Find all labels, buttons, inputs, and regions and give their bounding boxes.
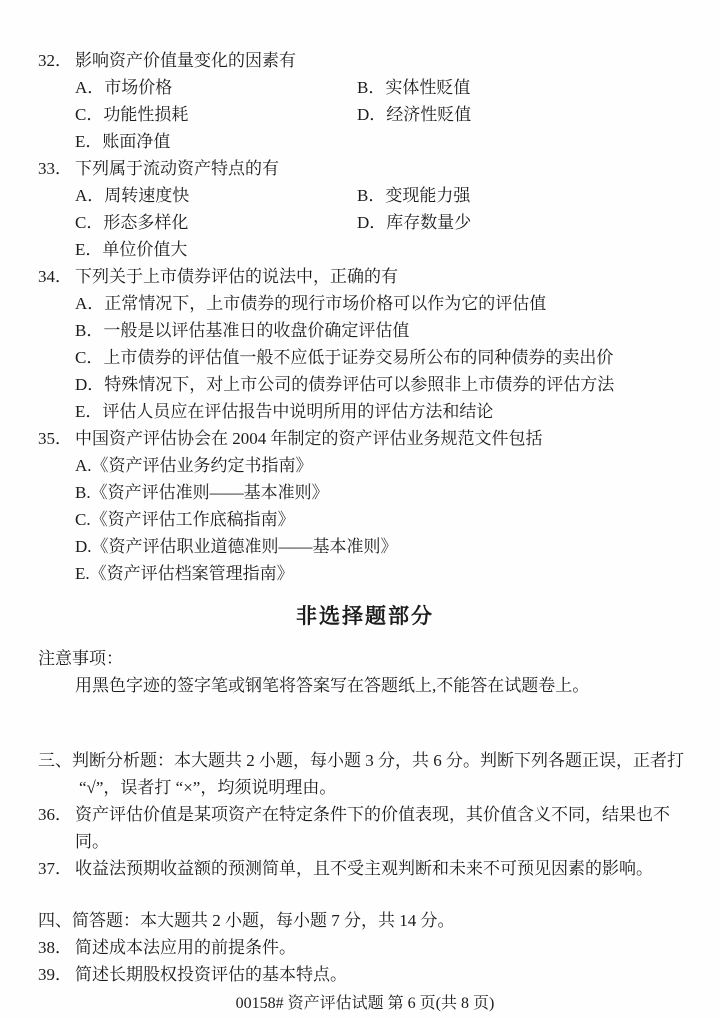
question-number: 38．	[38, 938, 72, 957]
question-number: 37．	[38, 859, 72, 878]
option-e: E．评估人员应在评估报告中说明所用的评估方法和结论	[75, 402, 494, 421]
page-footer: 00158# 资产评估试题 第 6 页(共 8 页)	[235, 995, 495, 1012]
question-text: 收益法预期收益额的预测简单，且不受主观判断和未来不可预见因素的影响。	[75, 859, 653, 878]
option-d: D．经济性贬值	[357, 105, 472, 124]
option-c: C．形态多样化	[75, 213, 189, 232]
section-judgment-title-line2: “√”，误者打 “×”，均须说明理由。	[79, 778, 337, 797]
question-33-options	[75, 182, 692, 263]
option-c: C．上市债券的评估值一般不应低于证券交易所公布的同种债券的卖出价	[75, 348, 614, 367]
option-b: B．实体性贬值	[357, 78, 471, 97]
section-judgment	[38, 747, 692, 882]
question-38	[38, 934, 692, 961]
section-heading: 非选择题部分	[296, 604, 434, 628]
question-number: 32．	[38, 51, 72, 70]
option-e: E．单位价值大	[75, 240, 188, 259]
question-39	[38, 961, 692, 988]
option-b: B．一般是以评估基准日的收盘价确定评估值	[75, 321, 410, 340]
option-e: E.《资产评估档案管理指南》	[75, 564, 294, 583]
question-32-options	[75, 74, 692, 155]
section-short-answer-title: 四、简答题：本大题共 2 小题，每小题 7 分，共 14 分。	[38, 911, 455, 930]
question-text: 简述成本法应用的前提条件。	[75, 938, 296, 957]
question-34	[38, 263, 692, 425]
question-number: 33．	[38, 159, 72, 178]
question-stem: 下列关于上市债券评估的说法中，正确的有	[75, 267, 398, 286]
question-text: 资产评估价值是某项资产在特定条件下的价值表现，其价值含义不同，结果也不同。	[75, 805, 670, 851]
option-a: A.《资产评估业务约定书指南》	[75, 456, 313, 475]
question-35-header	[38, 425, 692, 452]
option-b: B．变现能力强	[357, 186, 471, 205]
question-stem: 影响资产价值量变化的因素有	[75, 51, 296, 70]
question-stem: 中国资产评估协会在 2004 年制定的资产评估业务规范文件包括	[75, 429, 543, 448]
option-c: C．功能性损耗	[75, 105, 189, 124]
question-32-header	[38, 47, 692, 74]
option-row	[75, 74, 692, 101]
option-a: A．正常情况下，上市债券的现行市场价格可以作为它的评估值	[75, 294, 547, 313]
option-row	[75, 182, 692, 209]
question-text: 简述长期股权投资评估的基本特点。	[75, 965, 347, 984]
question-number: 39．	[38, 965, 72, 984]
question-number: 36．	[38, 805, 72, 824]
section-judgment-title-line1: 三、判断分析题：本大题共 2 小题，每小题 3 分，共 6 分。判断下列各题正误，正者打	[38, 751, 684, 770]
option-b: B.《资产评估准则——基本准则》	[75, 483, 329, 502]
section-short-answer	[38, 907, 692, 988]
option-d: D.《资产评估职业道德准则——基本准则》	[75, 537, 398, 556]
option-d: D．特殊情况下，对上市公司的债券评估可以参照非上市债券的评估方法	[75, 375, 615, 394]
notice-text: 用黑色字迹的签字笔或钢笔将答案写在答题纸上,不能答在试题卷上。	[75, 676, 590, 695]
notice-block	[38, 645, 692, 699]
question-37	[38, 855, 692, 882]
question-33-header	[38, 155, 692, 182]
option-a: A．市场价格	[75, 78, 173, 97]
question-35	[38, 425, 692, 587]
question-35-options	[75, 452, 692, 587]
option-a: A．周转速度快	[75, 186, 190, 205]
question-32	[38, 47, 692, 155]
option-row	[75, 209, 692, 236]
option-c: C.《资产评估工作底稿指南》	[75, 510, 295, 529]
question-34-options	[75, 290, 692, 425]
option-row	[75, 236, 692, 263]
option-row	[75, 101, 692, 128]
question-number: 34．	[38, 267, 72, 286]
question-36	[38, 801, 692, 855]
question-stem: 下列属于流动资产特点的有	[75, 159, 279, 178]
notice-label: 注意事项：	[38, 649, 123, 668]
option-row	[75, 128, 692, 155]
question-33	[38, 155, 692, 263]
question-number: 35．	[38, 429, 72, 448]
option-e: E．账面净值	[75, 132, 171, 151]
question-34-header	[38, 263, 692, 290]
option-d: D．库存数量少	[357, 213, 472, 232]
